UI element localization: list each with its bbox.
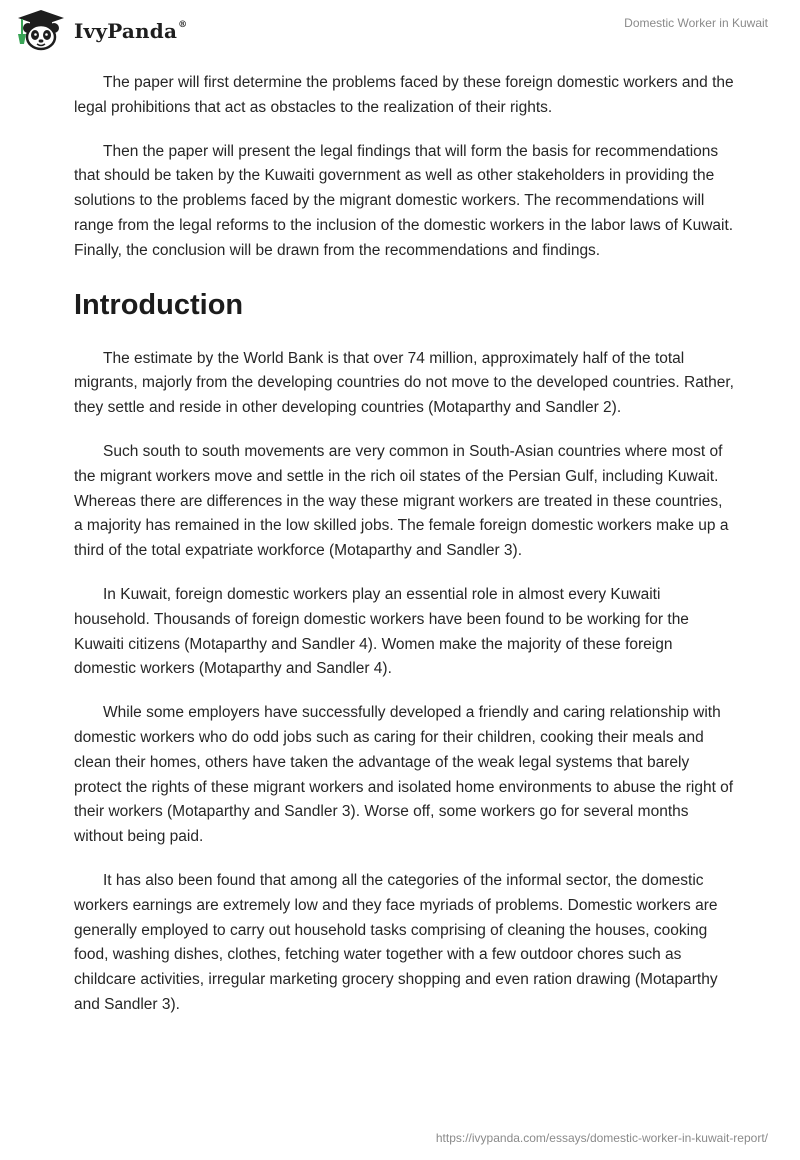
body-paragraph: Such south to south movements are very common in South-Asian countries where most of the migrant workers move and settle in the rich oil states of the Persian Gulf, including Kuwait. Whereas there are differences in the way these migrant workers are treated in these countries, a majority has remained in the low skilled jobs. The female foreign domestic workers make up a third of the total expatriate workforce (Motaparthy and Sandler 3). (74, 442, 729, 560)
source-url[interactable]: https://ivypanda.com/essays/domestic-worker-in-kuwait-report/ (435, 1131, 768, 1145)
body-paragraph: Then the paper will present the legal findings that will form the basis for recommendations that should be taken by the Kuwaiti government as well as other stakeholders in providing the solutions to the problems faced by the migrant domestic workers. The recommendations will range from the legal reforms to the inclusion of the domestic workers in the labor laws of Kuwait. Finally, the conclusion will be drawn from the recommendations and findings. (74, 142, 734, 259)
document-title: Domestic Worker in Kuwait (624, 16, 768, 30)
body-paragraph: The paper will first determine the problems faced by these foreign domestic workers and the legal prohibitions that act as obstacles to the realization of their rights. (74, 74, 734, 116)
essay-body (74, 71, 734, 1037)
body-paragraph: It has also been found that among all the categories of the informal sector, the domestic workers earnings are extremely low and they face myriads of problems. Domestic workers are generally employed to carry out household tasks comprising of cleaning the houses, cooking food, washing dishes, clothes, fetching water together with a few outdoor chores such as childcare activities, irregular marketing grocery shopping and even ration drawing (Motaparthy and Sandler 3). (74, 871, 718, 1013)
section-heading: Introduction (74, 288, 244, 321)
body-paragraph: In Kuwait, foreign domestic workers play an essential role in almost every Kuwaiti household. Thousands of foreign domestic workers have been found to be working for the Kuwaiti citizens (Motaparthy and Sandler 4). Women make the majority of these foreign domestic workers (Motaparthy and Sandler 4). (74, 585, 689, 678)
registered-mark: ® (178, 20, 188, 31)
body-paragraph: The estimate by the World Bank is that over 74 million, approximately half of the total migrants, majorly from the developing countries do not move to the developed countries. Rather, they settle and reside in other developing countries (Motaparthy and Sandler 2). (74, 349, 734, 417)
brand-name (74, 19, 187, 43)
body-paragraph: While some employers have successfully developed a friendly and caring relationship with domestic workers who do odd jobs such as caring for their children, cooking their meals and clean their homes, others have taken the advantage of the weak legal systems that barely protect the rights of these migrant workers and isolated home environments to abuse the right of their workers (Motaparthy and Sandler 3). Worse off, some workers go for several months without being paid. (74, 704, 734, 846)
panda-graduation-cap-icon (14, 8, 68, 52)
brand-name-text: IvyPanda (74, 19, 178, 43)
ivypanda-logo[interactable] (14, 8, 187, 52)
page-header (0, 0, 800, 56)
